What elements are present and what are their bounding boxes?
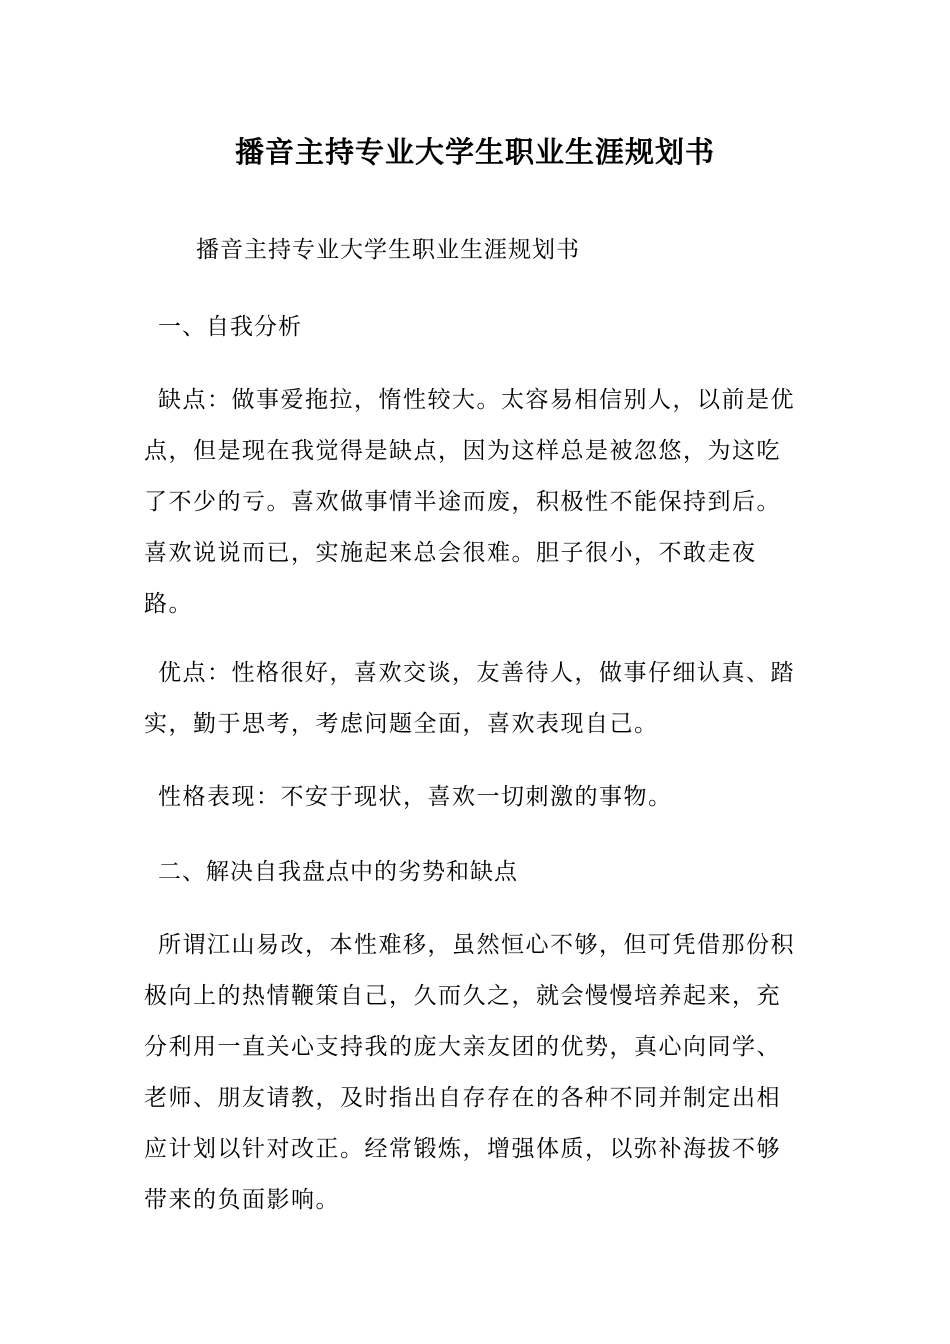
section-heading-solutions: 二、解决自我盘点中的劣势和缺点 <box>158 859 518 885</box>
document-title: 播音主持专业大学生职业生涯规划书 <box>234 135 715 169</box>
document-subtitle: 播音主持专业大学生职业生涯规划书 <box>196 237 580 263</box>
paragraph-strengths <box>144 648 804 750</box>
section-heading-self-analysis: 一、自我分析 <box>158 314 302 340</box>
paragraph-solutions <box>144 920 804 1226</box>
paragraph-weaknesses <box>144 375 804 630</box>
paragraph-weaknesses-text: 缺点：做事爱拖拉，惰性较大。太容易相信别人，以前是优点，但是现在我觉得是缺点，因为这样总是被忽悠，为这吃了不少的亏。喜欢做事情半途而废，积极性不能保持到后。喜欢说说而已，实施起来总会很难。胆子很小，不敢走夜路。 <box>144 387 795 617</box>
paragraph-strengths-text: 优点：性格很好，喜欢交谈，友善待人，做事仔细认真、踏实，勤于思考，考虑问题全面，喜欢表现自己。 <box>144 660 795 737</box>
paragraph-personality <box>144 772 804 823</box>
paragraph-personality-text: 性格表现：不安于现状，喜欢一切刺激的事物。 <box>158 784 673 810</box>
paragraph-solutions-text: 所谓江山易改，本性难移，虽然恒心不够，但可凭借那份积极向上的热情鞭策自己，久而久之，就会慢慢培养起来，充分利用一直关心支持我的庞大亲友团的优势，真心向同学、老师、朋友请教，及时指出自存存在的各种不同并制定出相应计划以针对改正。经常锻炼，增强体质，以弥补海拔不够带来的负面影响。 <box>144 932 795 1213</box>
